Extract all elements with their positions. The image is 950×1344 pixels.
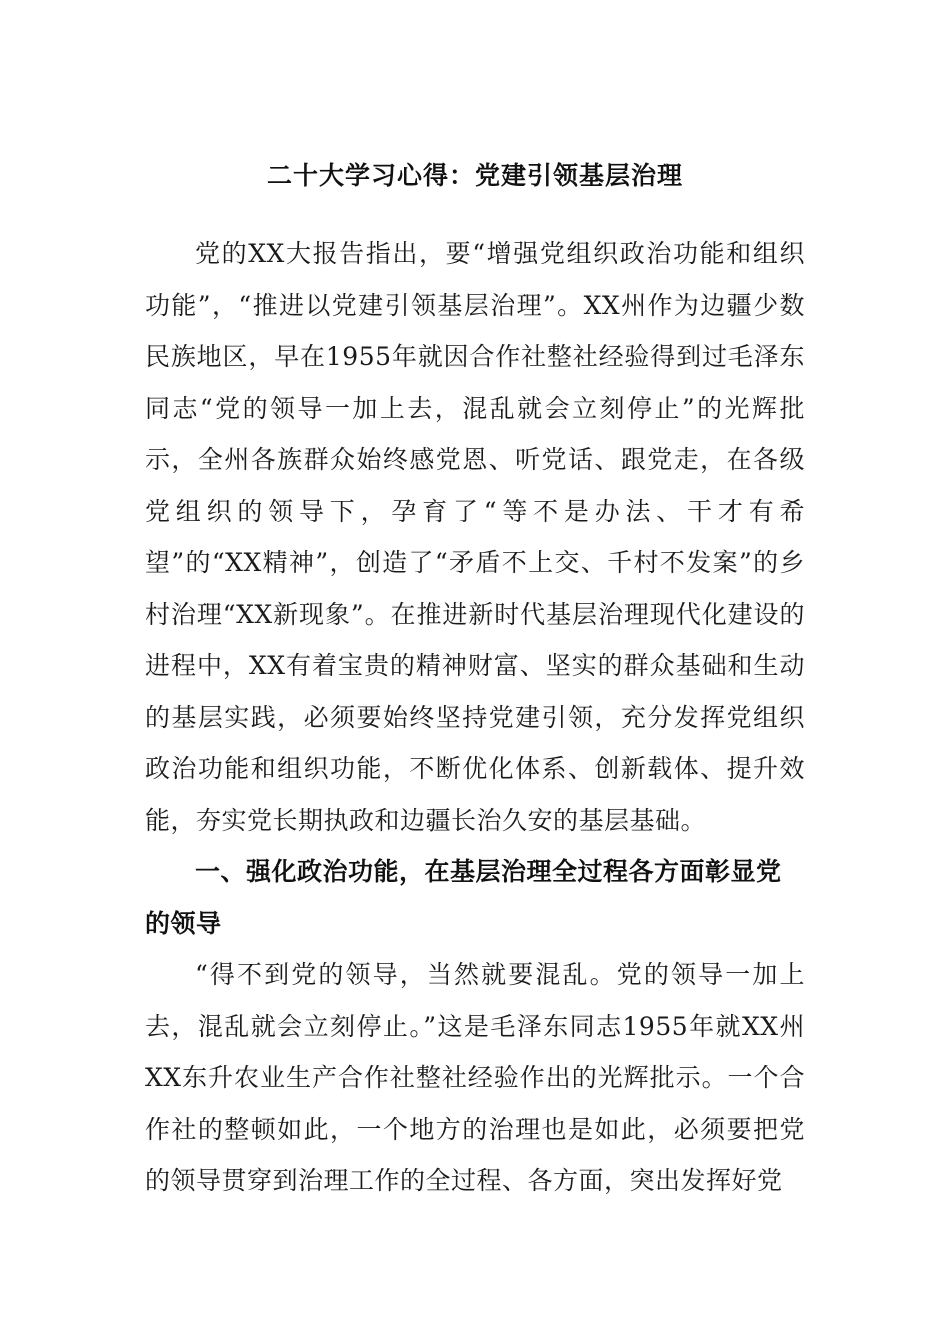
section-heading-1: 一、强化政治功能，在基层治理全过程各方面彰显党的领导: [145, 857, 782, 938]
paragraph-section-1: “得不到党的领导，当然就要混乱。党的领导一加上去，混乱就会立刻停止。”这是毛泽东同志1955年就XX州XX东升农业生产合作社整社经验作出的光辉批示。一个合作社的整顿如此，一个地方的治理也是如此，必须要把党的领导贯穿到治理工作的全过程、各方面，突出发挥好党: [145, 960, 805, 1195]
document-title: 二十大学习心得：党建引领基层治理: [266, 161, 683, 190]
paragraph-intro: 党的XX大报告指出，要“增强党组织政治功能和组织功能”，“推进以党建引领基层治理”。XX州作为边疆少数民族地区，早在1955年就因合作社整社经验得到过毛泽东同志“党的领导一加上去，混乱就会立刻停止”的光辉批示，全州各族群众始终感党恩、听党话、跟党走，在各级党组织的领导下，孕育了“等不是办法、干才有希望”的“XX精神”，创造了“矛盾不上交、千村不发案”的乡村治理“XX新现象”。在推进新时代基层治理现代化建设的进程中，XX有着宝贵的精神财富、坚实的群众基础和生动的基层实践，必须要始终坚持党建引领，充分发挥党组织政治功能和组织功能，不断优化体系、创新载体、提升效能，夯实党长期执政和边疆长治久安的基层基础。: [145, 239, 805, 835]
document-body: [145, 228, 805, 1207]
